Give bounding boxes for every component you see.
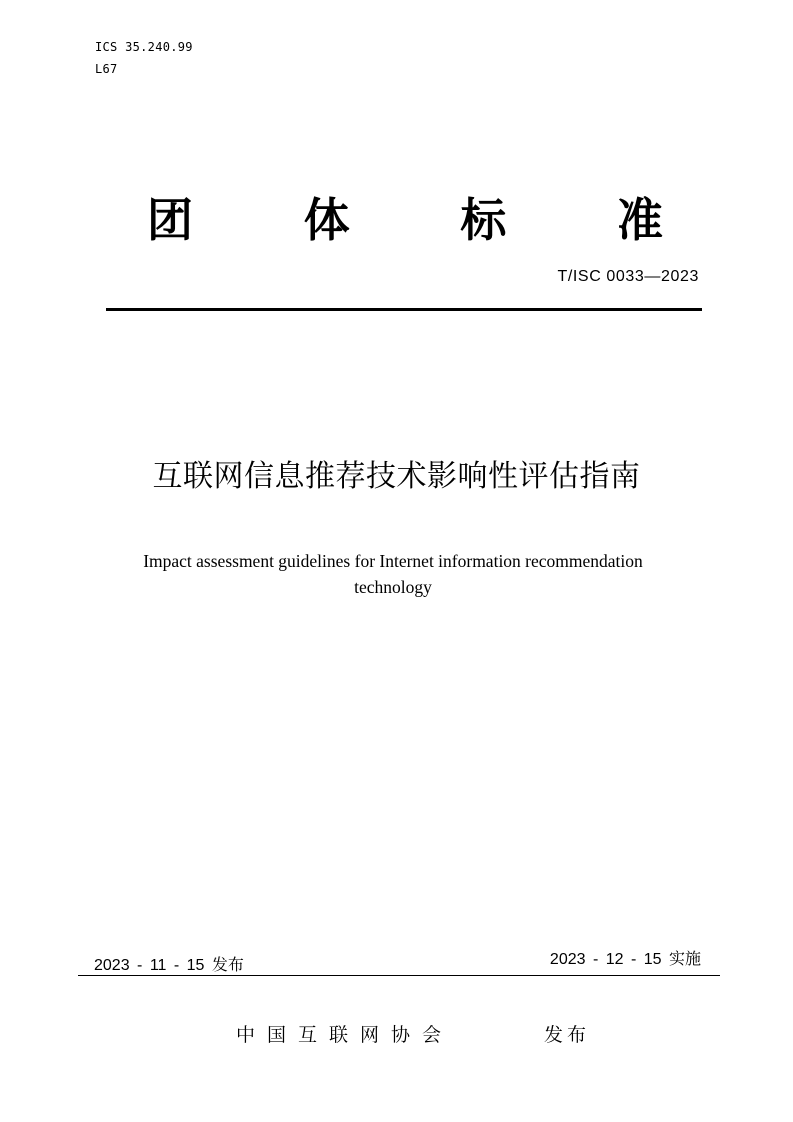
standard-type-char: 体 (303, 193, 350, 247)
standard-number: T/ISC 0033—2023 (557, 268, 699, 285)
standard-type-char: 标 (460, 193, 507, 247)
ics-code: ICS 35.240.99 (95, 40, 193, 54)
publish-date: 2023 - 11 - 15 发布 (94, 957, 244, 974)
standard-type-char: 团 (147, 193, 193, 247)
bottom-divider (78, 975, 720, 976)
issuer-name: 中国互联网协会 (236, 1024, 454, 1046)
ccs-code: L67 (95, 62, 118, 76)
top-divider (106, 308, 702, 311)
implementation-date: 2023 - 12 - 15 实施 (549, 951, 701, 968)
document-title-chinese: 互联网信息推荐技术影响性评估指南 (152, 459, 641, 494)
issued-label: 发布 (544, 1024, 591, 1046)
document-title-english: Impact assessment guidelines for Internet information recommendation technology (143, 551, 643, 597)
standard-type-char: 准 (616, 193, 663, 247)
standard-type-heading (105, 188, 705, 252)
